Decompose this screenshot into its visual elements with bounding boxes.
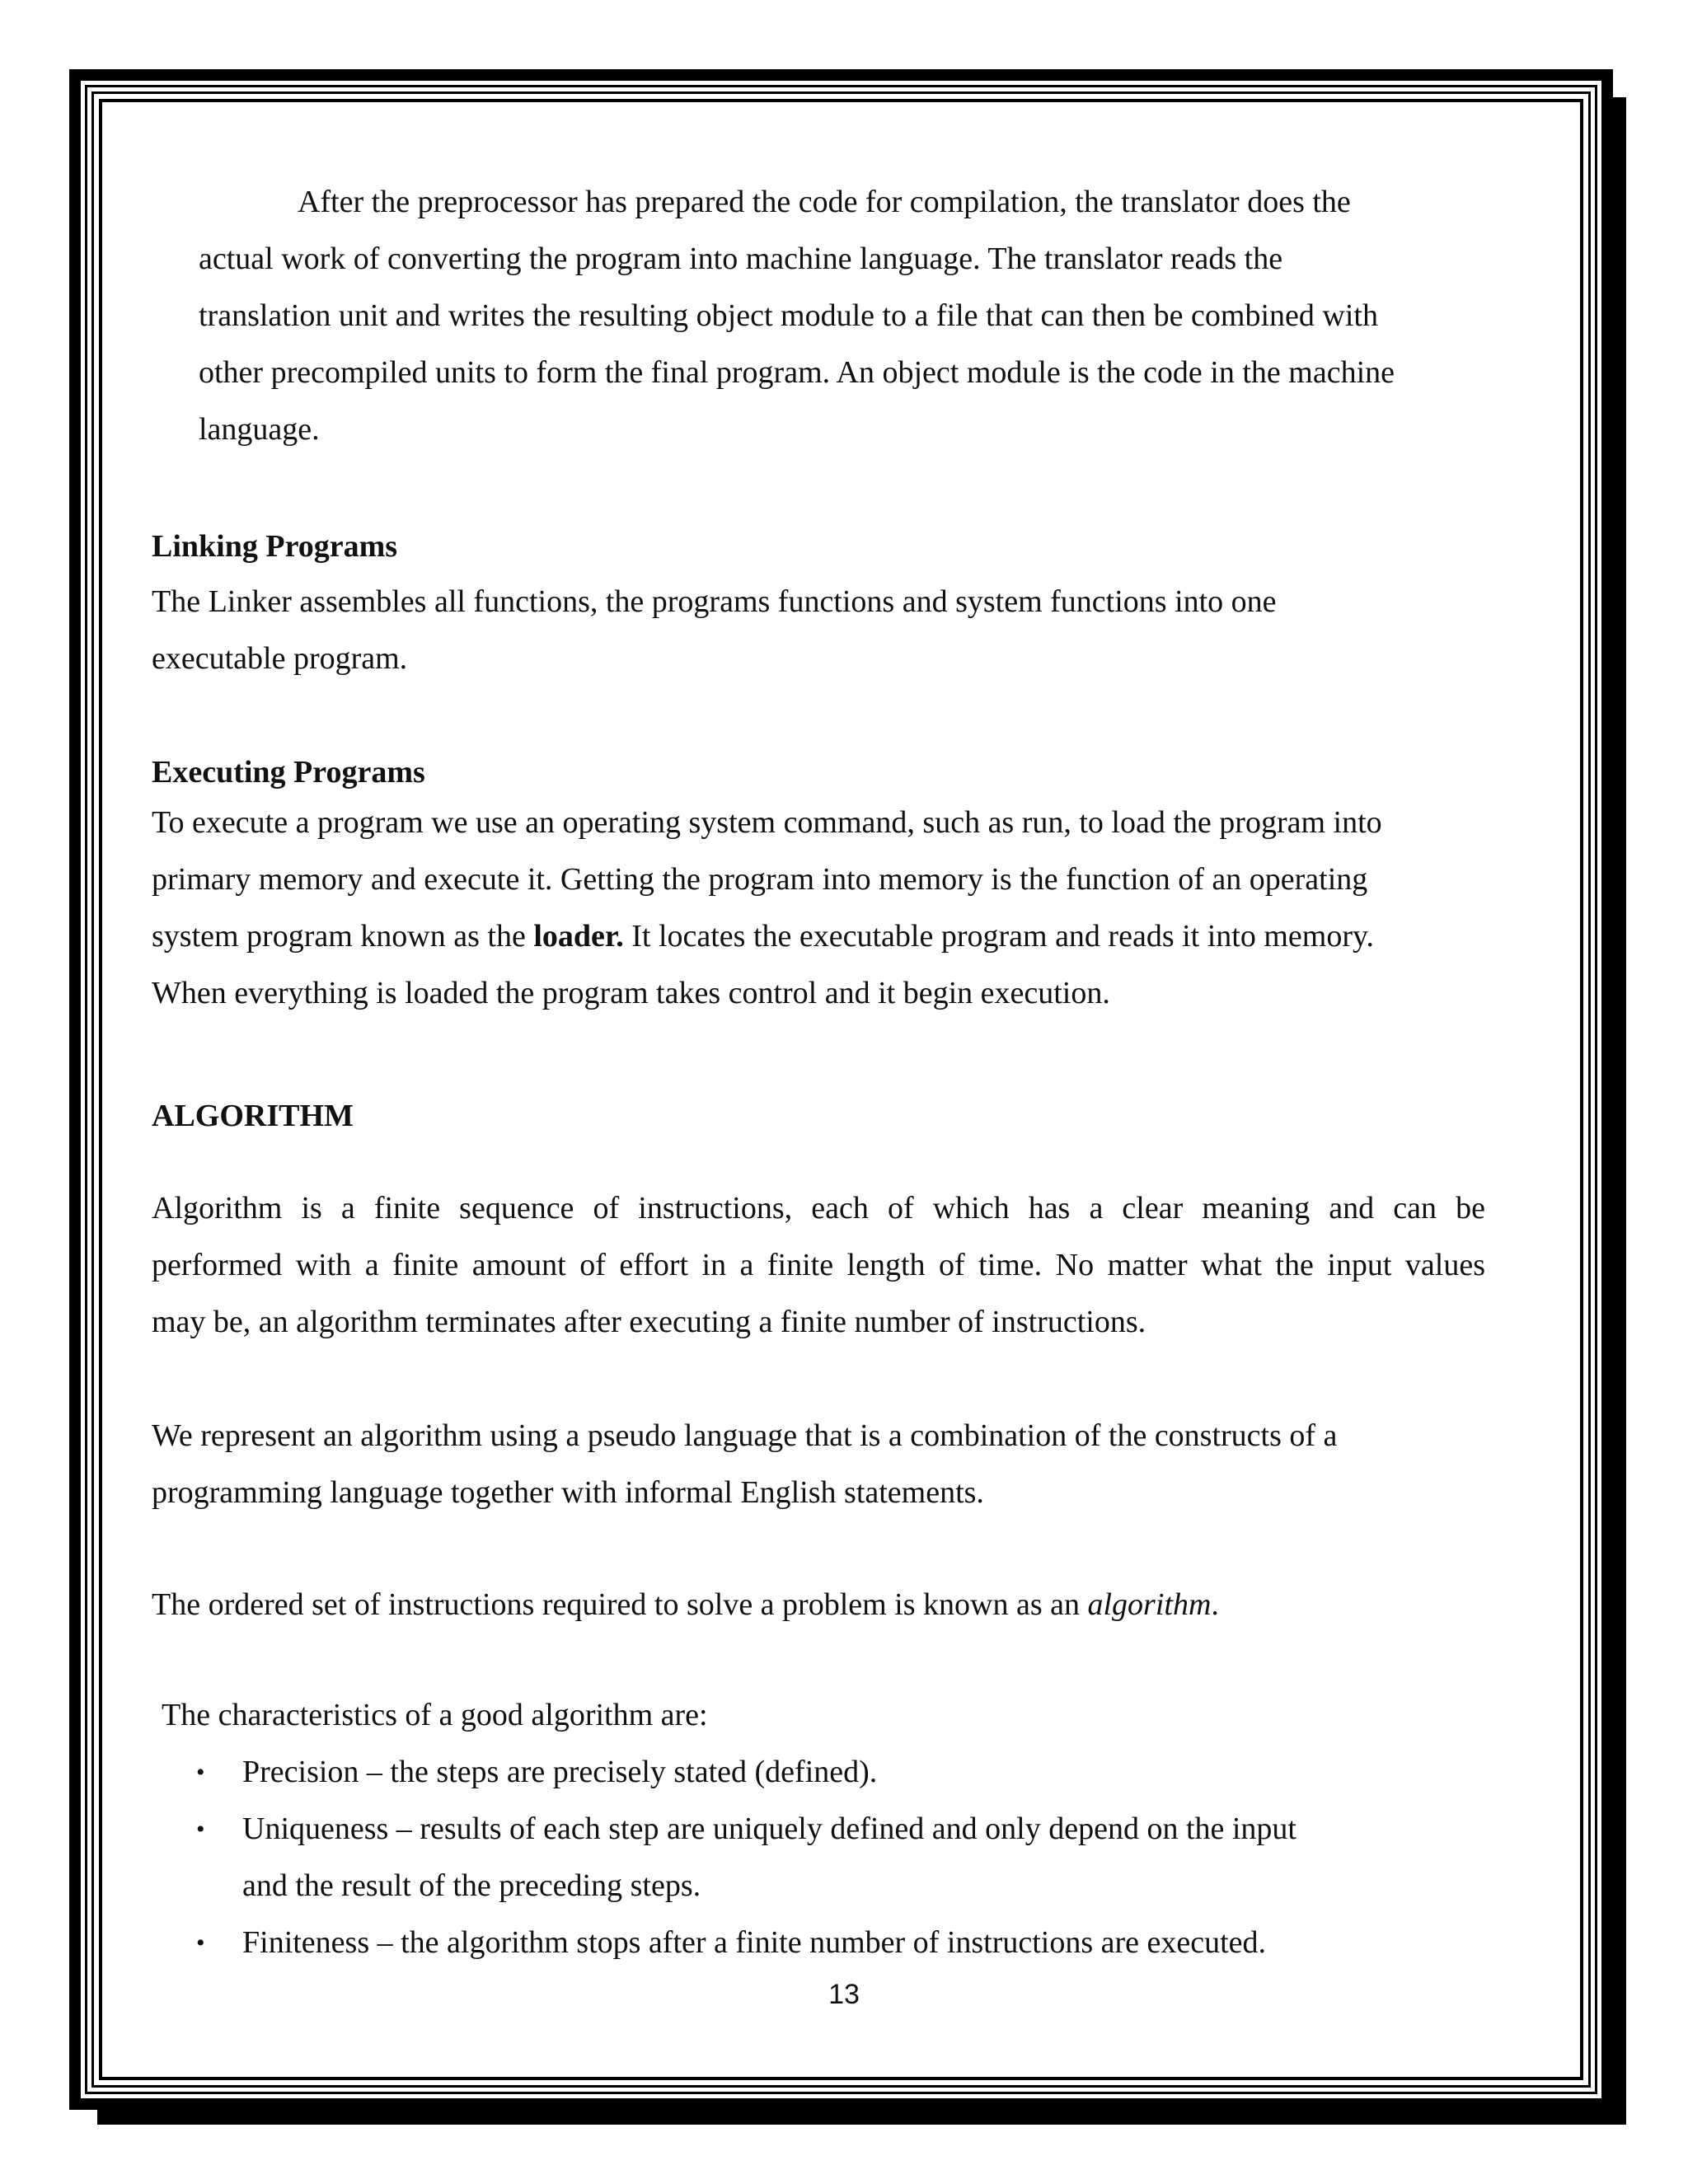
bullet-icon: •	[196, 1816, 205, 1843]
characteristics-list	[190, 1744, 1508, 1971]
executing-heading: Executing Programs	[152, 755, 425, 790]
bullet-icon: •	[196, 1759, 205, 1786]
text-line: Finiteness – the algorithm stops after a finite number of instructions are executed.	[242, 1925, 1267, 1960]
text-line	[152, 1577, 1485, 1633]
text-line: primary memory and execute it. Getting the program into memory is the function of an operating	[152, 862, 1368, 897]
algorithm-term: algorithm	[1087, 1587, 1212, 1622]
list-item	[190, 1915, 1508, 1971]
text-line: executable program.	[152, 641, 408, 676]
text-line: translation unit and writes the resulting object module to a file that can then be combined with	[199, 298, 1378, 333]
text-line: When everything is loaded the program takes control and it begin execution.	[152, 976, 1110, 1010]
text-line: The characteristics of a good algorithm are:	[162, 1698, 708, 1732]
text-line: To execute a program we use an operating system command, such as run, to load the program into	[152, 805, 1382, 840]
text-line: may be, an algorithm terminates after executing a finite number of instructions.	[152, 1305, 1146, 1339]
text-segment: The ordered set of instructions required to solve a problem is known as an	[152, 1587, 1088, 1622]
page-number: 13	[828, 1979, 860, 2010]
loader-term: loader.	[533, 919, 624, 954]
list-item	[190, 1744, 1508, 1801]
text-line: language.	[199, 412, 320, 447]
text-line: and the result of the preceding steps.	[242, 1868, 701, 1903]
text-line: We represent an algorithm using a pseudo language that is a combination of the constructs of a	[152, 1418, 1338, 1453]
text-line	[152, 908, 1485, 965]
text-line: Precision – the steps are precisely stated (defined).	[242, 1755, 878, 1789]
text-line: other precompiled units to form the final program. An object module is the code in the machine	[199, 355, 1395, 390]
algorithm-definition-paragraph	[152, 1180, 1485, 1351]
characteristics-intro	[162, 1687, 1495, 1744]
list-item	[190, 1801, 1508, 1915]
algorithm-representation-paragraph	[152, 1408, 1485, 1521]
text-segment: .	[1211, 1587, 1219, 1622]
text-line: Uniqueness – results of each step are uniquely defined and only depend on the input	[242, 1811, 1296, 1846]
text-line: After the preprocessor has prepared the code for compilation, the translator does the	[298, 185, 1351, 219]
algorithm-heading: ALGORITHM	[152, 1099, 354, 1133]
text-line: Algorithm is a finite sequence of instructions, each of which has a clear meaning and can be	[152, 1191, 1485, 1226]
intro-paragraph	[199, 174, 1484, 458]
executing-paragraph	[152, 794, 1485, 1022]
text-line: actual work of converting the program into machine language. The translator reads the	[199, 241, 1283, 276]
linking-heading: Linking Programs	[152, 529, 398, 564]
text-line: performed with a finite amount of effort in a finite length of time. No matter what the input values	[152, 1248, 1485, 1282]
algorithm-ordered-set-paragraph	[152, 1577, 1485, 1633]
text-segment: system program known as the	[152, 919, 534, 954]
text-segment: It locates the executable program and reads it into memory.	[623, 919, 1375, 954]
linking-paragraph	[152, 574, 1485, 687]
text-line: programming language together with informal English statements.	[152, 1475, 984, 1510]
text-line: The Linker assembles all functions, the programs functions and system functions into one	[152, 584, 1277, 619]
bullet-icon: •	[196, 1929, 205, 1957]
